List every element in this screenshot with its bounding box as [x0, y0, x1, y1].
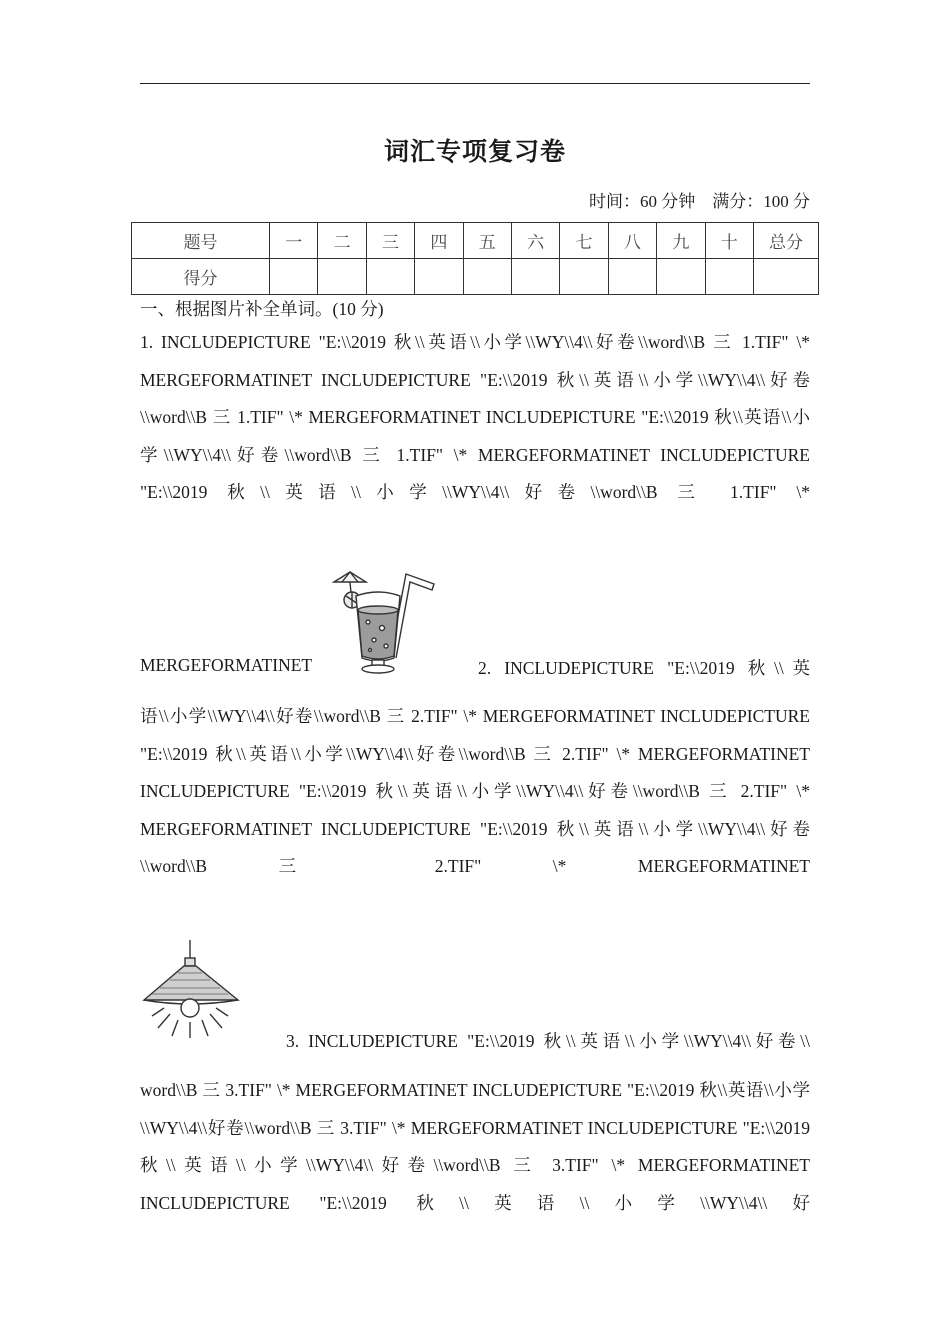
column-1: 一: [270, 223, 318, 259]
column-7: 七: [560, 223, 608, 259]
score-cell[interactable]: [270, 259, 318, 295]
score-table-header-row: [132, 223, 819, 259]
column-5: 五: [463, 223, 511, 259]
score-cell-total[interactable]: [754, 259, 819, 295]
column-6: 六: [511, 223, 559, 259]
question-1-text: 1. INCLUDEPICTURE "E:\\2019 秋\\英语\\小学\\WY\\4\\好卷\\word\\B 三 1.TIF" \* MERGEFORMATINET INCLUDEPICTURE "E:\\2019 秋\\英语\\小学\\WY\\4\\好卷\\word\\B 三 1.TIF" \* MERGEFORMATINET INCLUDEPICTURE "E:\\2019 秋\\英语\\小学\\WY\\4\\好卷\\word\\B 三 1.TIF" \* MERGEFORMATINET INCLUDEPICTURE "E:\\2019 秋\\英语\\小学\\WY\\4\\好卷\\word\\B 三 1.TIF" \*: [140, 332, 810, 502]
column-9: 九: [657, 223, 705, 259]
column-10: 十: [705, 223, 753, 259]
score-table: [131, 222, 819, 295]
question-3-text: word\\B 三 3.TIF" \* MERGEFORMATINET INCLUDEPICTURE "E:\\2019 秋\\英语\\小学\\WY\\4\\好卷\\word\\B 三 3.TIF" \* MERGEFORMATINET INCLUDEPICTURE "E:\\2019 秋\\英语\\小学\\WY\\4\\好卷\\word\\B 三 3.TIF" \* MERGEFORMATINET INCLUDEPICTURE "E:\\2019 秋\\英语\\小学\\WY\\4\\好: [140, 1080, 810, 1213]
score-cell[interactable]: [463, 259, 511, 295]
score-cell[interactable]: [705, 259, 753, 295]
question-2-head: 2. INCLUDEPICTURE "E:\\2019 秋\\英: [478, 658, 810, 678]
score-row-label: 得分: [132, 259, 270, 295]
question-2-text: 语\\小学\\WY\\4\\好卷\\word\\B 三 2.TIF" \* MERGEFORMATINET INCLUDEPICTURE "E:\\2019 秋\\英语\\小学\\WY\\4\\好卷\\word\\B 三 2.TIF" \* MERGEFORMATINET INCLUDEPICTURE "E:\\2019 秋\\英语\\小学\\WY\\4\\好卷\\word\\B 三 2.TIF" \* MERGEFORMATINET INCLUDEPICTURE "E:\\2019 秋\\英语\\小学\\WY\\4\\好卷\\word\\B 三 2.TIF" \* MERGEFORMATINET: [140, 706, 810, 876]
score-cell[interactable]: [511, 259, 559, 295]
score-cell[interactable]: [415, 259, 463, 295]
score-cell[interactable]: [608, 259, 656, 295]
header-rule: [140, 83, 810, 84]
section-heading: 一、根据图片补全单词。(10 分): [140, 299, 384, 319]
score-cell[interactable]: [318, 259, 366, 295]
drink-picture: [328, 566, 440, 676]
total-label: 总分: [754, 223, 819, 259]
column-3: 三: [366, 223, 414, 259]
score-cell[interactable]: [366, 259, 414, 295]
column-4: 四: [415, 223, 463, 259]
time-score-info: 时间：60 分钟 满分：100 分: [589, 192, 810, 211]
question-number-label: 题号: [132, 223, 270, 259]
score-cell[interactable]: [657, 259, 705, 295]
question-1-tail: MERGEFORMATINET: [140, 655, 313, 675]
lamp-picture: [140, 938, 242, 1042]
column-8: 八: [608, 223, 656, 259]
score-cell[interactable]: [560, 259, 608, 295]
score-table-score-row: [132, 259, 819, 295]
question-1-tail-line: [140, 655, 810, 676]
page-title: 词汇专项复习卷: [383, 139, 566, 166]
question-3-head: 3. INCLUDEPICTURE "E:\\2019 秋\\英语\\小学\\WY\\4\\好卷\\: [286, 1031, 810, 1051]
column-2: 二: [318, 223, 366, 259]
